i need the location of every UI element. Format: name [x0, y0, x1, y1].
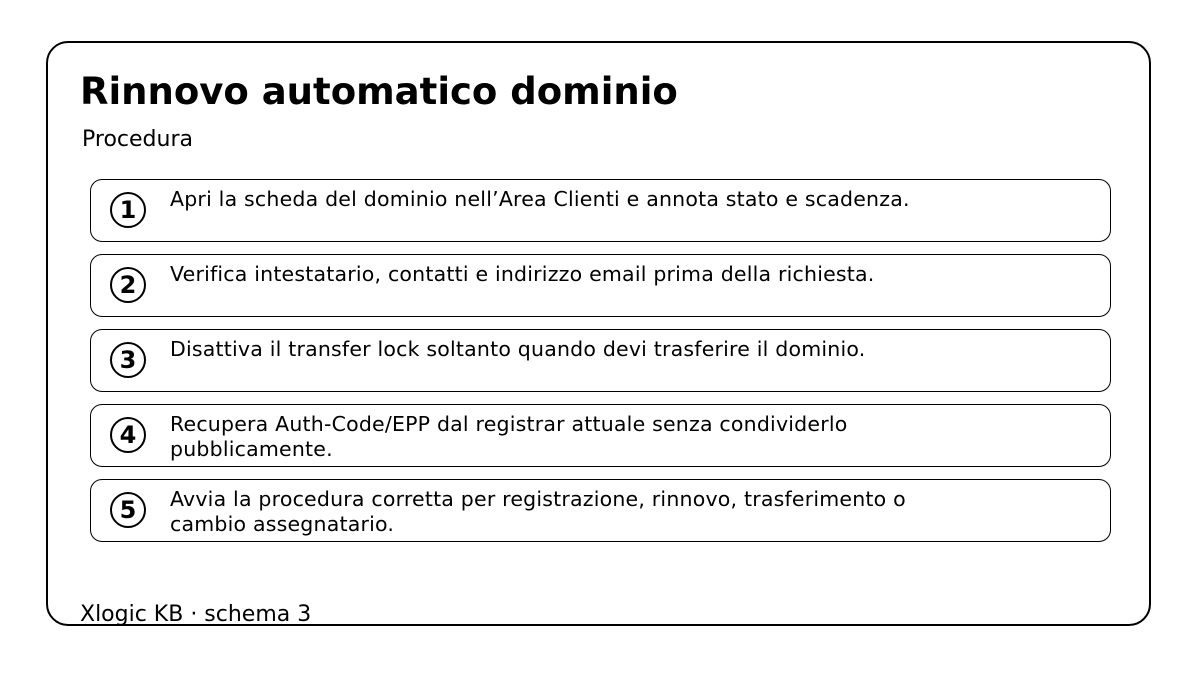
step-text: Apri la scheda del dominio nell’Area Clienti e annota stato e scadenza.	[170, 187, 910, 211]
step-item-4	[90, 404, 1111, 467]
step-number-badge: 1	[110, 192, 146, 228]
step-number-badge: 2	[110, 267, 146, 303]
step-number-badge: 5	[110, 492, 146, 528]
step-item-5	[90, 479, 1111, 542]
step-item-3	[90, 329, 1111, 392]
step-item-2	[90, 254, 1111, 317]
step-list	[90, 179, 1111, 554]
diagram-footer: Xlogic KB · schema 3	[80, 602, 312, 627]
step-text: Avvia la procedura corretta per registrazione, rinnovo, trasferimento o cambio assegnatario.	[170, 487, 906, 536]
step-text: Recupera Auth-Code/EPP dal registrar attuale senza condividerlo pubblicamente.	[170, 412, 848, 461]
diagram-title: Rinnovo automatico dominio	[80, 70, 678, 113]
step-text: Disattiva il transfer lock soltanto quando devi trasferire il dominio.	[170, 337, 866, 361]
step-text: Verifica intestatario, contatti e indirizzo email prima della richiesta.	[170, 262, 875, 286]
diagram-subtitle: Procedura	[82, 127, 193, 152]
step-number-badge: 3	[110, 342, 146, 378]
step-number-badge: 4	[110, 417, 146, 453]
step-item-1	[90, 179, 1111, 242]
